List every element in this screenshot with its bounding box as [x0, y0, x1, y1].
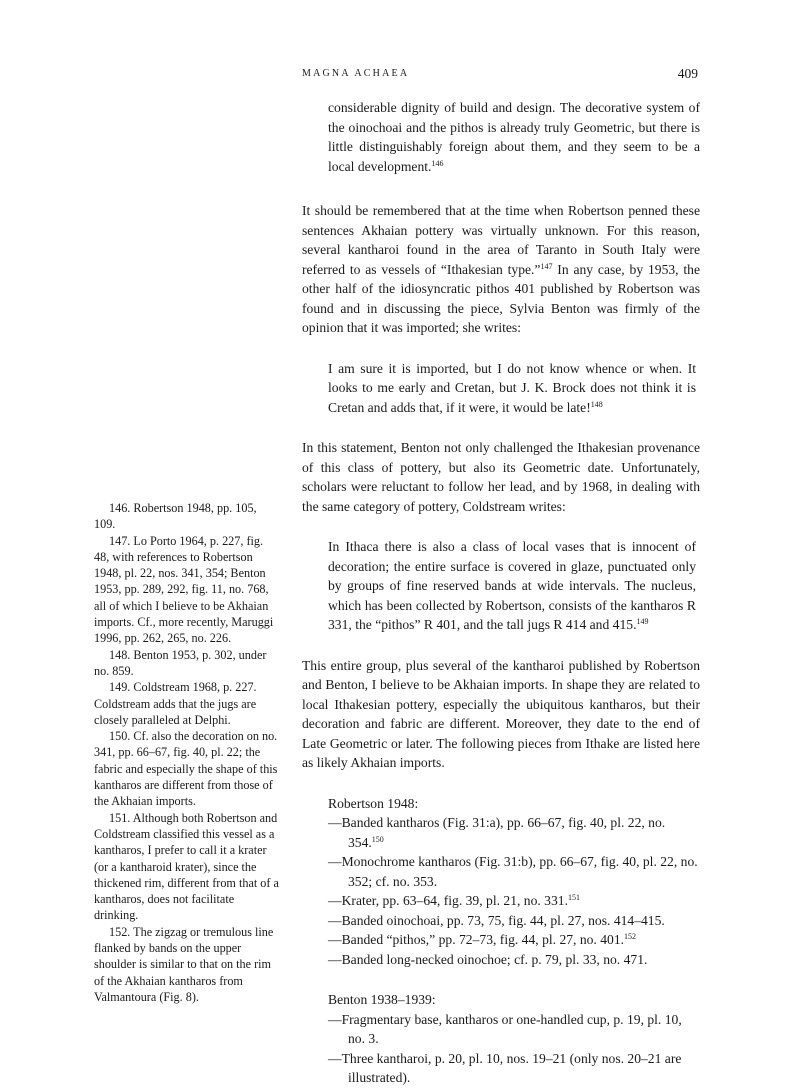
footnote-150: 150. Cf. also the decoration on no. 341, pp. 66–67, fig. 40, pl. 22; the fabric and especially the shape of this kantharos are different from those of the Akhaian imports. — [94, 729, 278, 809]
paragraph-3: This entire group, plus several of the kantharoi published by Robertson and Benton, I believe to be Akhaian imports. In shape they are related to local Ithakesian pottery, especially the ubiquitous kantharos, but their decoration and fabric are different. Moreover, they date to the end of Late Geometric or later. The following pieces from Ithake are listed here as likely Akhaian imports. — [302, 657, 700, 770]
footnote-146: 146. Robertson 1948, pp. 105, 109. — [94, 501, 257, 532]
footnote-ref-148: 148 — [590, 399, 603, 409]
footnote-ref-146: 146 — [431, 158, 444, 168]
footnote-147: 147. Lo Porto 1964, p. 227, fig. 48, with references to Robertson 1948, pl. 22, nos. 341, 354; Benton 1953, pp. 289, 292, fig. 11, no. 768, all of which I believe to be Akhaian imports. Cf., more recently, Maruggi 1996, pp. 262, 265, no. 226. — [94, 533, 274, 646]
catalogue-heading-robertson: Robertson 1948: — [328, 795, 419, 811]
catalogue-entry: —Banded long-necked oinochoe; cf. p. 79, pl. 33, no. 471. — [328, 951, 648, 967]
footnote-ref-151: 151 — [567, 893, 580, 902]
block-quote-1 — [302, 98, 700, 176]
paragraph-1-part-2: In any case, by 1953, the other half of the idiosyncratic pithos 401 published by Robertson was found and in discussing the piece, Sylvia Benton was firmly of the opinion that it was imported; she writes: — [302, 261, 700, 335]
footnote-151: 151. Although both Robertson and Coldstream classified this vessel as a kantharos, I prefer to call it a krater (or a kantharoid krater), since the thickened rim, different from that of a kantharos, does not facilitate drinking. — [94, 810, 279, 923]
catalogue-entry: —Three kantharoi, p. 20, pl. 10, nos. 19–21 (only nos. 20–21 are illustrated). — [328, 1050, 682, 1085]
block-quote-2 — [328, 359, 696, 418]
footnote-149: 149. Coldstream 1968, p. 227. Coldstream adds that the jugs are closely paralleled at Delphi. — [94, 680, 257, 727]
footnote-152: 152. The zigzag or tremulous line flanked by bands on the upper shoulder is similar to that on the rim of the Akhaian kantharos from Valmantoura (Fig. 8). — [94, 924, 274, 1004]
footnote-ref-149: 149 — [636, 617, 649, 626]
quote-1-text: considerable dignity of build and design. The decorative system of the oinochoai and the pithos is already truly Geometric, but there is little distinguishably foreign about them, and they seem to be a local development. — [328, 100, 700, 174]
footnote-ref-152: 152 — [624, 932, 637, 941]
main-text-column — [302, 98, 700, 1088]
footnote-148: 148. Benton 1953, p. 302, under no. 859. — [94, 647, 267, 678]
catalogue-entry: —Banded kantharos (Fig. 31:a), pp. 66–67, fig. 40, pl. 22, no. 354.$^{150}$ — [328, 815, 666, 850]
footnote-ref-150: 150 — [371, 834, 384, 844]
quote-2-text: I am sure it is imported, but I do not know whence or when. It looks to me early and Cretan, but J. K. Brock does not think it is Cretan and adds that, if it were, it would be late! — [328, 360, 696, 415]
catalogue-entry: —Monochrome kantharos (Fig. 31:b), pp. 66–67, fig. 40, pl. 22, no. 352; cf. no. 353. — [328, 854, 698, 889]
footnote-ref-147: 147 — [540, 261, 553, 271]
catalogue-entry: —Banded oinochoai, pp. 73, 75, fig. 44, pl. 27, nos. 414–415. — [328, 912, 665, 928]
catalogue-entry: —Banded “pithos,” pp. 72–73, fig. 44, pl. 27, no. 401.$^{152}$ — [328, 932, 637, 947]
page-number: 409 — [677, 66, 698, 81]
catalogue-entry: —Fragmentary base, kantharos or one-handled cup, p. 19, pl. 10, no. 3. — [328, 1011, 682, 1046]
running-head-title: MAGNA ACHAEA — [302, 68, 410, 79]
block-quote-3 — [328, 537, 696, 635]
paragraph-2: In this statement, Benton not only challenged the Ithakesian provenance of this class of pottery, but also its Geometric date. Unfortunately, scholars were reluctant to follow her lead, and by 1968, in dealing with the same category of pottery, Coldstream writes: — [302, 440, 700, 514]
catalogue-heading-benton: Benton 1938–1939: — [328, 992, 436, 1007]
running-head — [302, 68, 698, 82]
paragraph-1 — [302, 201, 700, 338]
catalogue-entry: —Krater, pp. 63–64, fig. 39, pl. 21, no. 331.$^{151}$ — [328, 893, 580, 908]
quote-3-text: In Ithaca there is also a class of local vases that is innocent of decoration; the entire surface is covered in glaze, punctuated only by groups of fine reserved bands at wide intervals. The nucleus, which has been collected by Robertson, consists of the kantharos R 331, the “pithos” R 401, and the tall jugs R 414 and 415. — [328, 539, 696, 632]
paragraph-1-part-1: It should be remembered that at the time when Robertson penned these sentences Akhaian pottery was virtually unknown. For this reason, several kantharoi found in the area of Taranto in South Italy were referred to as vessels of “Ithakesian type.” — [302, 203, 700, 277]
footnotes-column — [94, 500, 280, 1005]
